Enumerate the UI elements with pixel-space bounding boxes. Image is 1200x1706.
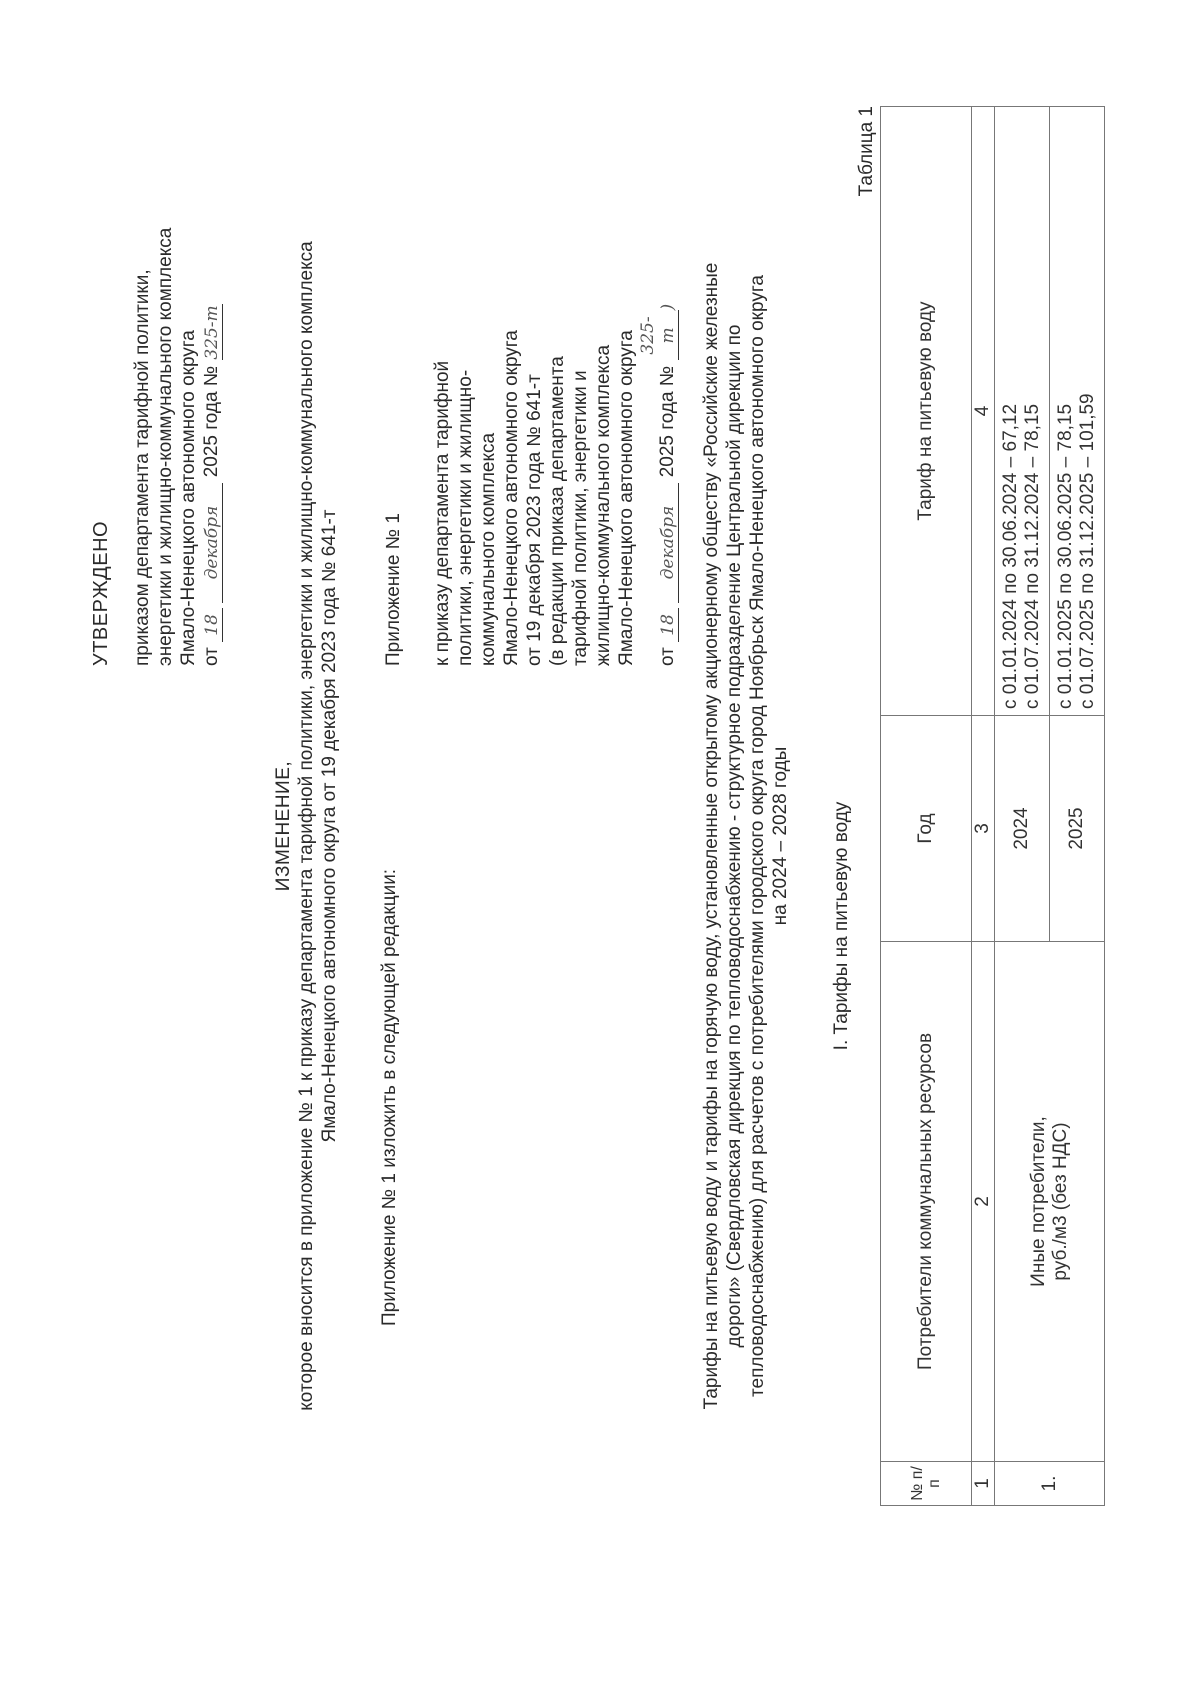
tariff-description-line: дороги» (Свердловская дирекция по тепловодоснабжению - структурное подразделение Центральной дирекции по bbox=[724, 324, 745, 1348]
handwritten-month: декабря bbox=[202, 483, 223, 603]
date-year-text: 2025 года № bbox=[201, 365, 222, 478]
col-number: 1 bbox=[972, 1462, 995, 1506]
change-title: ИЗМЕНЕНИЕ, bbox=[273, 760, 294, 892]
date-year-text: 2025 года № bbox=[657, 365, 678, 478]
handwritten-order-number: 325-т bbox=[638, 310, 679, 360]
change-intro: Приложение № 1 изложить в следующей редакции: bbox=[379, 868, 400, 1326]
table-row bbox=[995, 107, 1050, 1506]
table-caption: Таблица 1 bbox=[856, 106, 877, 197]
consumer-line: руб./м3 (без НДС) bbox=[1049, 1122, 1071, 1281]
approved-line: Ямало-Ненецкого автономного округа bbox=[178, 330, 199, 666]
section-title: I. Тарифы на питьевую воду bbox=[831, 801, 852, 1051]
tariff-period: с 01.01.2025 по 30.06.2025 – 78,15 bbox=[1055, 403, 1076, 709]
change-line: которое вносится в приложение № 1 к приказу департамента тарифной политики, энергетики и жилищно-коммунального комплекса bbox=[296, 241, 317, 1411]
header-tariff: Тариф на питьевую воду bbox=[881, 107, 972, 716]
approved-heading: УТВЕРЖДЕНО bbox=[90, 520, 112, 666]
tariff-cell bbox=[1050, 107, 1105, 716]
appendix-line: коммунального комплекса bbox=[478, 432, 499, 666]
handwritten-month: декабря bbox=[658, 483, 679, 603]
appendix-line: к приказу департамента тарифной bbox=[432, 360, 453, 666]
tariff-description bbox=[700, 166, 792, 1506]
appendix-line: политики, энергетики и жилищно- bbox=[455, 369, 476, 666]
row-number: 1. bbox=[995, 1462, 1105, 1506]
approval-stamp-block bbox=[90, 106, 223, 666]
consumer-cell bbox=[995, 942, 1105, 1462]
tariff-period: с 01.01.2024 по 30.06.2024 – 67,12 bbox=[1000, 403, 1021, 709]
approved-date-line bbox=[200, 106, 223, 666]
change-line: Ямало-Ненецкого автономного округа от 19 декабря 2023 года № 641-т bbox=[319, 509, 340, 1143]
appendix-line: тарифной политики, энергетики и bbox=[570, 370, 591, 666]
appendix-line: Ямало-Ненецкого автономного округа bbox=[616, 330, 637, 666]
year-cell: 2024 bbox=[995, 716, 1050, 942]
tariff-period: с 01.07.2024 по 31.12.2024 – 78,15 bbox=[1022, 403, 1043, 709]
appendix-line: жилищно-коммунального комплекса bbox=[593, 344, 614, 666]
col-number: 3 bbox=[972, 716, 995, 942]
appendix-line: (в редакции приказа департамента bbox=[547, 356, 568, 666]
handwritten-day: 18 bbox=[202, 608, 223, 642]
appendix-date-line bbox=[638, 106, 680, 666]
tariff-description-line: тепловодоснабжению) для расчетов с потребителями городского округа город Ноябрьск Ямало-Ненецкого автономного округа bbox=[747, 275, 768, 1397]
date-prefix: от bbox=[657, 647, 678, 666]
year-cell: 2025 bbox=[1050, 716, 1105, 942]
col-number: 2 bbox=[972, 942, 995, 1462]
handwritten-close-paren: ) bbox=[658, 303, 678, 311]
approved-line: приказом департамента тарифной политики, bbox=[132, 269, 153, 666]
header-year: Год bbox=[881, 716, 972, 942]
tariff-period: с 01.07.2025 по 31.12.2025 – 101,59 bbox=[1077, 393, 1098, 709]
appendix-line: Ямало-Ненецкого автономного округа bbox=[501, 330, 522, 666]
tariff-description-line: Тарифы на питьевую воду и тарифы на горячую воду, установленные открытому акционерному обществу «Российские железные bbox=[701, 262, 722, 1410]
consumer-line: Иные потребители, bbox=[1027, 1116, 1049, 1287]
appendix-header-block bbox=[382, 106, 680, 666]
table-header-row bbox=[881, 107, 972, 1506]
approved-line: энергетики и жилищно-коммунального комплекса bbox=[155, 227, 176, 666]
change-heading-block bbox=[272, 146, 341, 1506]
header-num: № п/п bbox=[881, 1462, 972, 1506]
col-number: 4 bbox=[972, 107, 995, 716]
appendix-line: от 19 декабря 2023 года № 641-т bbox=[524, 374, 545, 666]
tariff-table bbox=[880, 106, 1105, 1506]
handwritten-day: 18 bbox=[658, 608, 679, 642]
tariff-description-line: на 2024 – 2028 годы bbox=[770, 746, 791, 926]
date-prefix: от bbox=[201, 647, 222, 666]
handwritten-order-number: 325-т bbox=[202, 305, 222, 360]
column-number-row bbox=[972, 107, 995, 1506]
tariff-cell bbox=[995, 107, 1050, 716]
header-consumers: Потребители коммунальных ресурсов bbox=[881, 942, 972, 1462]
appendix-heading: Приложение № 1 bbox=[383, 513, 404, 666]
